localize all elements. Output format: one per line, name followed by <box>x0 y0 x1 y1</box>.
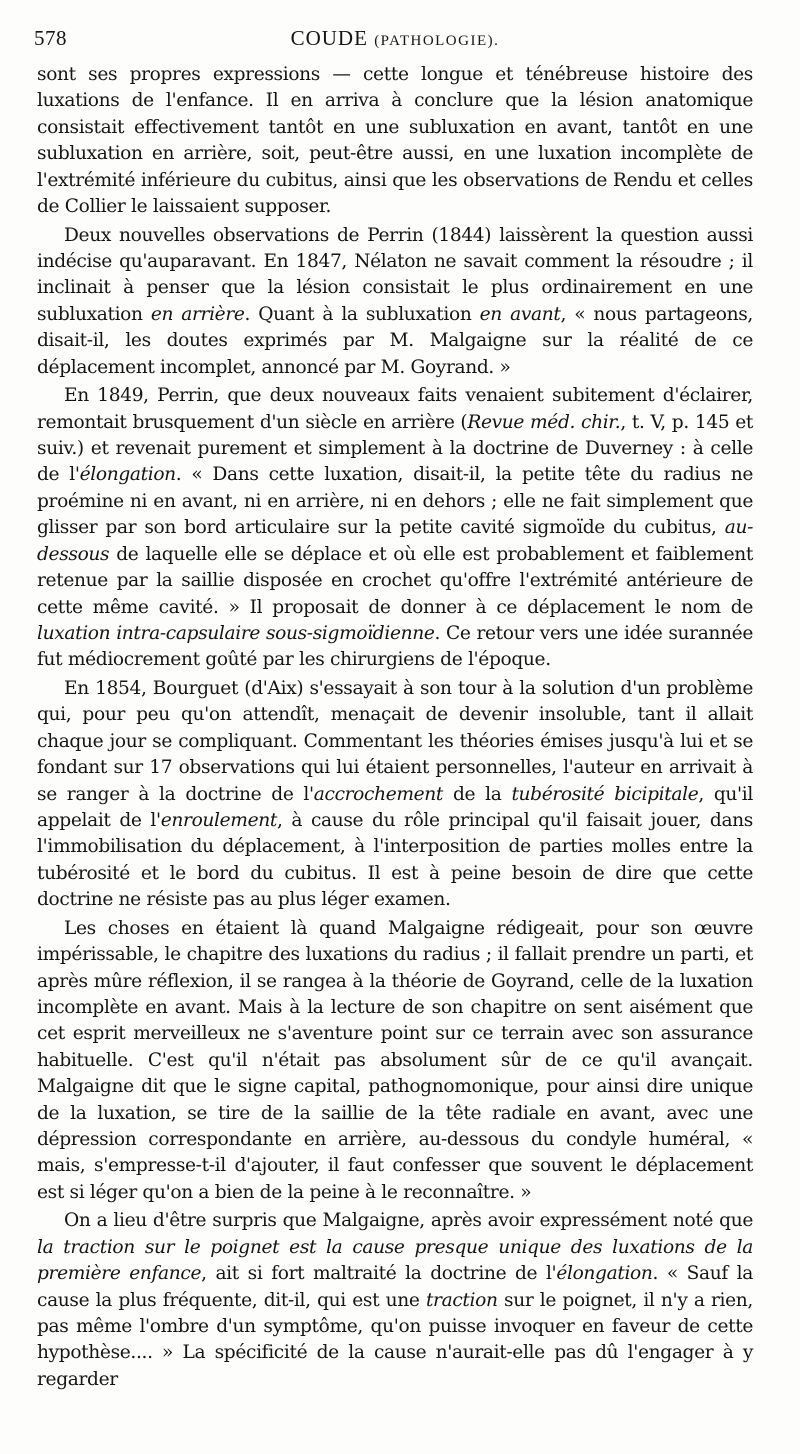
text-run: , à cause du rôle principal qu'il faisait jouer, dans l'immobilisation du déplacement, à l'interposition de parties molles entre la tubérosité et le bord du cubitus. Il est à peine besoin de dire que cette doctrine ne résiste pas au plus léger examen. <box>37 809 753 911</box>
italic-run: accrochement <box>313 783 444 805</box>
italic-run: élongation <box>79 464 176 486</box>
running-title-sub: (PATHOLOGIE). <box>374 33 500 49</box>
body-text <box>37 62 753 1395</box>
italic-run: en avant <box>479 303 561 325</box>
text-run: Les choses en étaient là quand Malgaigne rédigeait, pour son œuvre impérissable, le chapitre des luxations du radius ; il fallait prendre un parti, et après mûre réflexion, il se rangea à la théorie de Goyrand, celle de la luxation incomplète en avant. Mais à la lecture de son chapitre on sent aisément que cet esprit merveilleux ne s'aventure point sur ce terrain avec son assurance habituelle. C'est qu'il n'était pas absolument sûr de ce qu'il avançait. Malgaigne dit que le signe capital, pathognomonique, pour ainsi dire unique de la luxation, se tire de la saillie de la tête radiale en avant, avec une dépression correspondante en arrière, au-dessous du condyle huméral, « mais, s'empresse-t-il d'ajouter, il faut confesser que souvent le déplacement est si léger qu'on a bien de la peine à le reconnaître. » <box>37 917 753 1203</box>
text-run: . « Sauf la cause la plus fréquente, dit-il, qui est une <box>37 1263 753 1311</box>
text-run: , ait si fort maltraité la doctrine de l' <box>201 1263 557 1285</box>
paragraph-3 <box>37 383 753 673</box>
text-run: En 1849, Perrin, que deux nouveaux faits venaient subitement d'éclairer, remontait brusquement d'un siècle en arrière ( <box>37 385 753 433</box>
italic-run: en arrière <box>150 303 245 325</box>
text-run: . Quant à la subluxation <box>244 303 480 325</box>
text-run: sont ses propres expressions — cette longue et ténébreuse histoire des luxations de l'enfance. Il en arriva à conclure que la lésion anatomique consistait effectivement tantôt en une subluxation en avant, tantôt en une subluxation en arrière, soit, peut-être aussi, en une luxation incomplète de l'extrémité inférieure du cubitus, ainsi que les observations de Rendu et celles de Collier le laissaient supposer. <box>37 64 753 218</box>
page-header <box>34 26 756 56</box>
page-number: 578 <box>34 26 67 50</box>
text-run: En 1854, Bourguet (d'Aix) s'essayait à son tour à la solution d'un problème qui, pour peu qu'on attendît, menaçait de devenir insoluble, tant il allait chaque jour se compliquant. Commentant les théories émises jusqu'à lui et se fondant sur 17 observations qui lui étaient personnelles, l'auteur en arrivait à se ranger à la doctrine de l' <box>37 677 753 805</box>
italic-run: au-dessous <box>37 517 753 565</box>
italic-run: tubérosité bicipitale <box>511 783 699 805</box>
text-run: de la <box>443 783 512 805</box>
text-run: , qu'il appelait de l' <box>37 783 753 831</box>
paragraph-1 <box>37 62 753 220</box>
text-run: , t. V, p. 145 et suiv.) et revenait purement et simplement à la doctrine de Duverney : à celle de l' <box>37 411 754 486</box>
italic-run: la traction sur le poignet est la cause presque unique des luxations de la première enfance <box>37 1236 753 1285</box>
text-run: , « nous partageons, disait-il, les doutes exprimés par M. Malgaigne sur la réalité de ce déplacement incomplet, annoncé par M. Goyrand. » <box>37 303 753 378</box>
running-title-main: COUDE <box>290 26 368 50</box>
italic-run: traction <box>425 1289 498 1311</box>
italic-run: Revue méd. chir. <box>467 411 621 433</box>
paragraph-5 <box>37 916 753 1206</box>
italic-run: enroulement <box>160 809 277 831</box>
text-run: On a lieu d'être surpris que Malgaigne, après avoir expressément noté que <box>64 1210 753 1232</box>
italic-run: élongation <box>556 1263 653 1285</box>
paragraph-4 <box>37 676 753 914</box>
running-title <box>34 26 756 51</box>
paragraph-2 <box>37 223 753 381</box>
italic-run: luxation intra-capsulaire sous-sigmoïdienne <box>37 622 435 644</box>
text-run: de laquelle elle se déplace et où elle est probablement et faiblement retenue par la saillie disposée en crochet qu'offre l'extrémité antérieure de cette même cavité. » Il proposait de donner à ce déplacement le nom de <box>37 543 753 618</box>
paragraph-6 <box>37 1208 753 1393</box>
text-run: sur le poignet, il n'y a rien, pas même l'ombre d'un symptôme, qu'on puisse invoquer en faveur de cette hypothèse.... » La spécificité de la cause n'aurait-elle pas dû l'engager à y regarder <box>37 1289 753 1390</box>
text-run: . « Dans cette luxation, disait-il, la petite tête du radius ne proémine ni en avant, ni en arrière, ni en dehors ; elle ne fait simplement que glisser par son bord articulaire sur la petite cavité sigmoïde du cubitus, <box>37 464 753 539</box>
text-run: . Ce retour vers une idée surannée fut médiocrement goûté par les chirurgiens de l'époque. <box>37 622 753 671</box>
text-run: Deux nouvelles observations de Perrin (1844) laissèrent la question aussi indécise qu'auparavant. En 1847, Nélaton ne savait comment la résoudre ; il inclinait à penser que la lésion consistait le plus ordinairement en une subluxation <box>37 224 753 325</box>
